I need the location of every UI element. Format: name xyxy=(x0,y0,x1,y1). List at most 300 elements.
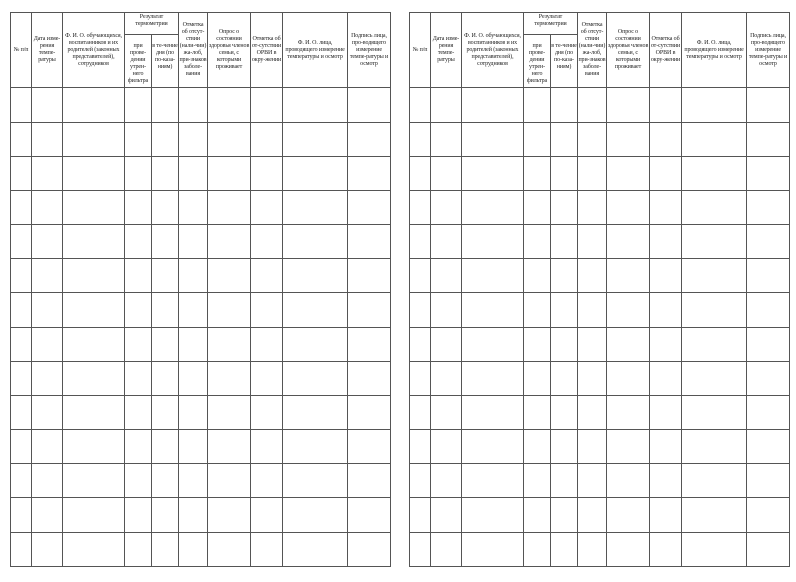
table-cell[interactable] xyxy=(348,259,391,293)
table-cell[interactable] xyxy=(410,156,431,190)
table-cell[interactable] xyxy=(283,259,348,293)
table-cell[interactable] xyxy=(551,156,578,190)
table-cell[interactable] xyxy=(283,225,348,259)
table-cell[interactable] xyxy=(607,327,650,361)
table-cell[interactable] xyxy=(747,327,790,361)
table-cell[interactable] xyxy=(251,498,283,532)
table-cell[interactable] xyxy=(650,395,682,429)
table-cell[interactable] xyxy=(650,361,682,395)
table-cell[interactable] xyxy=(650,430,682,464)
table-cell[interactable] xyxy=(283,122,348,156)
table-cell[interactable] xyxy=(431,190,462,224)
table-cell[interactable] xyxy=(607,225,650,259)
table-cell[interactable] xyxy=(650,122,682,156)
table-cell[interactable] xyxy=(462,532,524,566)
table-cell[interactable] xyxy=(11,430,32,464)
table-cell[interactable] xyxy=(348,122,391,156)
table-cell[interactable] xyxy=(179,532,208,566)
table-cell[interactable] xyxy=(251,293,283,327)
table-cell[interactable] xyxy=(551,88,578,122)
table-cell[interactable] xyxy=(578,395,607,429)
table-cell[interactable] xyxy=(32,88,63,122)
table-cell[interactable] xyxy=(410,395,431,429)
table-cell[interactable] xyxy=(348,532,391,566)
header-symptoms: Отметка об отсут-ствии (нали-чии) жа-лоб, при-знаков заболе-вания xyxy=(179,13,208,88)
table-cell[interactable] xyxy=(179,395,208,429)
table-cell[interactable] xyxy=(152,122,179,156)
table-row xyxy=(11,430,391,464)
table-cell[interactable] xyxy=(410,498,431,532)
table-cell[interactable] xyxy=(431,88,462,122)
table-cell[interactable] xyxy=(348,156,391,190)
table-cell[interactable] xyxy=(551,293,578,327)
table-cell[interactable] xyxy=(410,88,431,122)
table-cell[interactable] xyxy=(578,156,607,190)
table-cell[interactable] xyxy=(152,190,179,224)
table-cell[interactable] xyxy=(11,395,32,429)
table-cell[interactable] xyxy=(524,190,551,224)
table-row xyxy=(410,361,790,395)
table-cell[interactable] xyxy=(283,293,348,327)
table-cell[interactable] xyxy=(125,293,152,327)
table-cell[interactable] xyxy=(125,156,152,190)
table-cell[interactable] xyxy=(747,259,790,293)
table-cell[interactable] xyxy=(32,498,63,532)
table-cell[interactable] xyxy=(524,156,551,190)
table-cell[interactable] xyxy=(63,464,125,498)
table-cell[interactable] xyxy=(348,498,391,532)
header-inspector: Ф. И. О. лица, проводящего измерение температуры и осмотр xyxy=(682,13,747,88)
table-cell[interactable] xyxy=(551,361,578,395)
table-cell[interactable] xyxy=(208,225,251,259)
table-cell[interactable] xyxy=(410,532,431,566)
table-cell[interactable] xyxy=(11,498,32,532)
table-cell[interactable] xyxy=(251,361,283,395)
table-cell[interactable] xyxy=(179,464,208,498)
table-cell[interactable] xyxy=(283,156,348,190)
table-cell[interactable] xyxy=(551,327,578,361)
table-cell[interactable] xyxy=(125,327,152,361)
table-cell[interactable] xyxy=(283,464,348,498)
table-cell[interactable] xyxy=(63,293,125,327)
table-cell[interactable] xyxy=(607,293,650,327)
table-cell[interactable] xyxy=(11,532,32,566)
table-cell[interactable] xyxy=(524,532,551,566)
table-cell[interactable] xyxy=(524,395,551,429)
table-cell[interactable] xyxy=(32,464,63,498)
table-cell[interactable] xyxy=(462,225,524,259)
table-row xyxy=(11,361,391,395)
table-cell[interactable] xyxy=(152,464,179,498)
header-date: Дата изме-рения темпе-ратуры xyxy=(32,13,63,88)
table-cell[interactable] xyxy=(410,122,431,156)
table-cell[interactable] xyxy=(462,259,524,293)
table-cell[interactable] xyxy=(63,190,125,224)
table-cell[interactable] xyxy=(32,532,63,566)
table-cell[interactable] xyxy=(747,532,790,566)
table-cell[interactable] xyxy=(607,259,650,293)
table-cell[interactable] xyxy=(650,190,682,224)
table-cell[interactable] xyxy=(63,498,125,532)
table-cell[interactable] xyxy=(251,122,283,156)
table-cell[interactable] xyxy=(431,395,462,429)
table-cell[interactable] xyxy=(747,464,790,498)
table-cell[interactable] xyxy=(607,395,650,429)
table-cell[interactable] xyxy=(551,532,578,566)
table-cell[interactable] xyxy=(125,259,152,293)
table-cell[interactable] xyxy=(208,88,251,122)
table-cell[interactable] xyxy=(208,156,251,190)
table-cell[interactable] xyxy=(650,532,682,566)
table-cell[interactable] xyxy=(32,327,63,361)
table-cell[interactable] xyxy=(179,122,208,156)
table-cell[interactable] xyxy=(410,327,431,361)
table-cell[interactable] xyxy=(179,225,208,259)
table-cell[interactable] xyxy=(32,122,63,156)
table-cell[interactable] xyxy=(578,293,607,327)
table-cell[interactable] xyxy=(747,395,790,429)
table-cell[interactable] xyxy=(125,464,152,498)
table-cell[interactable] xyxy=(179,498,208,532)
table-cell[interactable] xyxy=(11,225,32,259)
table-cell[interactable] xyxy=(650,464,682,498)
table-cell[interactable] xyxy=(152,532,179,566)
table-cell[interactable] xyxy=(524,259,551,293)
table-cell[interactable] xyxy=(524,122,551,156)
table-cell[interactable] xyxy=(462,122,524,156)
table-cell[interactable] xyxy=(524,88,551,122)
table-cell[interactable] xyxy=(208,122,251,156)
table-cell[interactable] xyxy=(251,532,283,566)
table-cell[interactable] xyxy=(283,190,348,224)
table-cell[interactable] xyxy=(462,361,524,395)
table-cell[interactable] xyxy=(682,395,747,429)
table-cell[interactable] xyxy=(179,293,208,327)
table-cell[interactable] xyxy=(283,327,348,361)
table-cell[interactable] xyxy=(431,122,462,156)
table-cell[interactable] xyxy=(747,190,790,224)
table-cell[interactable] xyxy=(179,430,208,464)
table-cell[interactable] xyxy=(551,464,578,498)
table-cell[interactable] xyxy=(650,88,682,122)
table-row xyxy=(410,430,790,464)
table-cell[interactable] xyxy=(462,293,524,327)
table-cell[interactable] xyxy=(682,122,747,156)
table-cell[interactable] xyxy=(32,293,63,327)
table-cell[interactable] xyxy=(682,225,747,259)
table-cell[interactable] xyxy=(431,430,462,464)
table-cell[interactable] xyxy=(63,122,125,156)
table-cell[interactable] xyxy=(410,430,431,464)
table-cell[interactable] xyxy=(152,395,179,429)
table-cell[interactable] xyxy=(431,498,462,532)
table-cell[interactable] xyxy=(431,156,462,190)
table-cell[interactable] xyxy=(208,361,251,395)
table-cell[interactable] xyxy=(348,190,391,224)
table-cell[interactable] xyxy=(431,464,462,498)
table-cell[interactable] xyxy=(462,395,524,429)
temperature-log-table xyxy=(409,12,790,567)
table-cell[interactable] xyxy=(208,532,251,566)
table-cell[interactable] xyxy=(410,293,431,327)
table-cell[interactable] xyxy=(251,88,283,122)
table-cell[interactable] xyxy=(63,88,125,122)
table-cell[interactable] xyxy=(251,464,283,498)
table-cell[interactable] xyxy=(682,361,747,395)
table-cell[interactable] xyxy=(462,156,524,190)
table-cell[interactable] xyxy=(63,156,125,190)
table-cell[interactable] xyxy=(607,361,650,395)
table-cell[interactable] xyxy=(63,532,125,566)
table-cell[interactable] xyxy=(747,122,790,156)
table-cell[interactable] xyxy=(607,122,650,156)
table-cell[interactable] xyxy=(152,225,179,259)
table-cell[interactable] xyxy=(462,430,524,464)
table-cell[interactable] xyxy=(607,430,650,464)
table-cell[interactable] xyxy=(348,464,391,498)
table-cell[interactable] xyxy=(431,293,462,327)
table-cell[interactable] xyxy=(251,156,283,190)
table-cell[interactable] xyxy=(524,225,551,259)
table-cell[interactable] xyxy=(524,430,551,464)
header-thermo-day: в те-чение дня (по по-каза-ниям) xyxy=(152,35,179,88)
table-cell[interactable] xyxy=(431,361,462,395)
table-cell[interactable] xyxy=(747,88,790,122)
left-page xyxy=(10,12,390,567)
table-cell[interactable] xyxy=(578,122,607,156)
table-cell[interactable] xyxy=(11,190,32,224)
table-cell[interactable] xyxy=(578,430,607,464)
table-cell[interactable] xyxy=(578,327,607,361)
table-cell[interactable] xyxy=(524,293,551,327)
table-cell[interactable] xyxy=(11,464,32,498)
table-cell[interactable] xyxy=(179,259,208,293)
table-cell[interactable] xyxy=(650,259,682,293)
table-cell[interactable] xyxy=(125,498,152,532)
table-cell[interactable] xyxy=(578,532,607,566)
table-cell[interactable] xyxy=(431,532,462,566)
table-cell[interactable] xyxy=(747,498,790,532)
table-cell[interactable] xyxy=(578,259,607,293)
table-cell[interactable] xyxy=(578,498,607,532)
table-cell[interactable] xyxy=(524,361,551,395)
table-cell[interactable] xyxy=(152,259,179,293)
table-cell[interactable] xyxy=(32,190,63,224)
table-cell[interactable] xyxy=(11,122,32,156)
header-num: № п/п xyxy=(410,13,431,88)
table-cell[interactable] xyxy=(462,88,524,122)
table-cell[interactable] xyxy=(431,259,462,293)
table-cell[interactable] xyxy=(650,327,682,361)
table-cell[interactable] xyxy=(607,464,650,498)
table-cell[interactable] xyxy=(578,361,607,395)
table-cell[interactable] xyxy=(208,259,251,293)
table-cell[interactable] xyxy=(208,464,251,498)
table-cell[interactable] xyxy=(747,430,790,464)
table-cell[interactable] xyxy=(551,122,578,156)
table-cell[interactable] xyxy=(32,156,63,190)
table-cell[interactable] xyxy=(551,430,578,464)
table-cell[interactable] xyxy=(251,430,283,464)
table-cell[interactable] xyxy=(462,498,524,532)
table-cell[interactable] xyxy=(125,225,152,259)
table-cell[interactable] xyxy=(152,430,179,464)
table-cell[interactable] xyxy=(283,498,348,532)
table-row xyxy=(410,225,790,259)
table-cell[interactable] xyxy=(179,88,208,122)
table-cell[interactable] xyxy=(747,156,790,190)
table-cell[interactable] xyxy=(251,327,283,361)
table-cell[interactable] xyxy=(283,395,348,429)
table-cell[interactable] xyxy=(607,88,650,122)
table-cell[interactable] xyxy=(682,430,747,464)
table-cell[interactable] xyxy=(125,88,152,122)
header-num: № п/п xyxy=(11,13,32,88)
table-cell[interactable] xyxy=(650,498,682,532)
table-cell[interactable] xyxy=(125,395,152,429)
table-cell[interactable] xyxy=(682,498,747,532)
table-cell[interactable] xyxy=(682,190,747,224)
table-cell[interactable] xyxy=(607,532,650,566)
table-cell[interactable] xyxy=(431,225,462,259)
table-cell[interactable] xyxy=(410,225,431,259)
table-cell[interactable] xyxy=(551,498,578,532)
table-cell[interactable] xyxy=(578,88,607,122)
table-cell[interactable] xyxy=(431,327,462,361)
table-cell[interactable] xyxy=(410,190,431,224)
table-cell[interactable] xyxy=(462,190,524,224)
table-cell[interactable] xyxy=(650,293,682,327)
table-cell[interactable] xyxy=(251,395,283,429)
table-cell[interactable] xyxy=(682,88,747,122)
table-cell[interactable] xyxy=(650,156,682,190)
header-family: Опрос о состоянии здоровья членов семьи, с которыми проживает xyxy=(208,13,251,88)
table-cell[interactable] xyxy=(63,327,125,361)
table-cell[interactable] xyxy=(208,190,251,224)
table-cell[interactable] xyxy=(410,259,431,293)
table-cell[interactable] xyxy=(283,532,348,566)
table-cell[interactable] xyxy=(32,225,63,259)
table-cell[interactable] xyxy=(283,430,348,464)
table-cell[interactable] xyxy=(63,259,125,293)
table-cell[interactable] xyxy=(152,498,179,532)
table-cell[interactable] xyxy=(208,327,251,361)
table-cell[interactable] xyxy=(11,293,32,327)
table-row xyxy=(11,225,391,259)
header-family: Опрос о состоянии здоровья членов семьи, с которыми проживает xyxy=(607,13,650,88)
table-cell[interactable] xyxy=(125,430,152,464)
table-cell[interactable] xyxy=(63,225,125,259)
table-cell[interactable] xyxy=(410,464,431,498)
table-cell[interactable] xyxy=(32,361,63,395)
table-cell[interactable] xyxy=(607,156,650,190)
table-cell[interactable] xyxy=(32,259,63,293)
table-cell[interactable] xyxy=(348,395,391,429)
table-cell[interactable] xyxy=(208,430,251,464)
table-cell[interactable] xyxy=(578,190,607,224)
table-cell[interactable] xyxy=(11,259,32,293)
table-cell[interactable] xyxy=(208,498,251,532)
table-cell[interactable] xyxy=(125,190,152,224)
table-cell[interactable] xyxy=(208,293,251,327)
table-cell[interactable] xyxy=(32,395,63,429)
table-cell[interactable] xyxy=(179,327,208,361)
table-cell[interactable] xyxy=(125,361,152,395)
table-cell[interactable] xyxy=(348,293,391,327)
table-cell[interactable] xyxy=(682,259,747,293)
table-cell[interactable] xyxy=(682,327,747,361)
table-cell[interactable] xyxy=(179,190,208,224)
table-cell[interactable] xyxy=(11,88,32,122)
table-cell[interactable] xyxy=(410,361,431,395)
table-cell[interactable] xyxy=(32,430,63,464)
table-cell[interactable] xyxy=(607,498,650,532)
table-cell[interactable] xyxy=(11,156,32,190)
table-cell[interactable] xyxy=(578,464,607,498)
table-cell[interactable] xyxy=(524,327,551,361)
table-cell[interactable] xyxy=(551,395,578,429)
table-cell[interactable] xyxy=(348,361,391,395)
table-cell[interactable] xyxy=(682,293,747,327)
table-row xyxy=(410,190,790,224)
table-cell[interactable] xyxy=(348,225,391,259)
table-cell[interactable] xyxy=(63,430,125,464)
table-cell[interactable] xyxy=(747,225,790,259)
table-cell[interactable] xyxy=(551,259,578,293)
table-cell[interactable] xyxy=(251,259,283,293)
table-cell[interactable] xyxy=(682,156,747,190)
table-row xyxy=(11,156,391,190)
table-cell[interactable] xyxy=(524,498,551,532)
table-cell[interactable] xyxy=(179,156,208,190)
table-cell[interactable] xyxy=(125,122,152,156)
table-cell[interactable] xyxy=(179,361,208,395)
table-cell[interactable] xyxy=(551,225,578,259)
table-cell[interactable] xyxy=(747,293,790,327)
table-cell[interactable] xyxy=(152,156,179,190)
table-cell[interactable] xyxy=(578,225,607,259)
table-cell[interactable] xyxy=(283,361,348,395)
table-cell[interactable] xyxy=(152,293,179,327)
table-cell[interactable] xyxy=(348,88,391,122)
table-cell[interactable] xyxy=(208,395,251,429)
table-cell[interactable] xyxy=(682,532,747,566)
table-cell[interactable] xyxy=(152,327,179,361)
table-cell[interactable] xyxy=(63,395,125,429)
table-cell[interactable] xyxy=(650,225,682,259)
table-cell[interactable] xyxy=(11,327,32,361)
table-cell[interactable] xyxy=(283,88,348,122)
table-cell[interactable] xyxy=(682,464,747,498)
table-cell[interactable] xyxy=(125,532,152,566)
table-cell[interactable] xyxy=(462,327,524,361)
table-cell[interactable] xyxy=(11,361,32,395)
table-cell[interactable] xyxy=(607,190,650,224)
table-cell[interactable] xyxy=(551,190,578,224)
table-row xyxy=(11,259,391,293)
table-cell[interactable] xyxy=(348,327,391,361)
table-cell[interactable] xyxy=(152,361,179,395)
table-cell[interactable] xyxy=(462,464,524,498)
table-cell[interactable] xyxy=(524,464,551,498)
table-row xyxy=(11,190,391,224)
table-cell[interactable] xyxy=(251,225,283,259)
table-cell[interactable] xyxy=(152,88,179,122)
table-cell[interactable] xyxy=(747,361,790,395)
table-cell[interactable] xyxy=(348,430,391,464)
table-cell[interactable] xyxy=(63,361,125,395)
table-cell[interactable] xyxy=(251,190,283,224)
